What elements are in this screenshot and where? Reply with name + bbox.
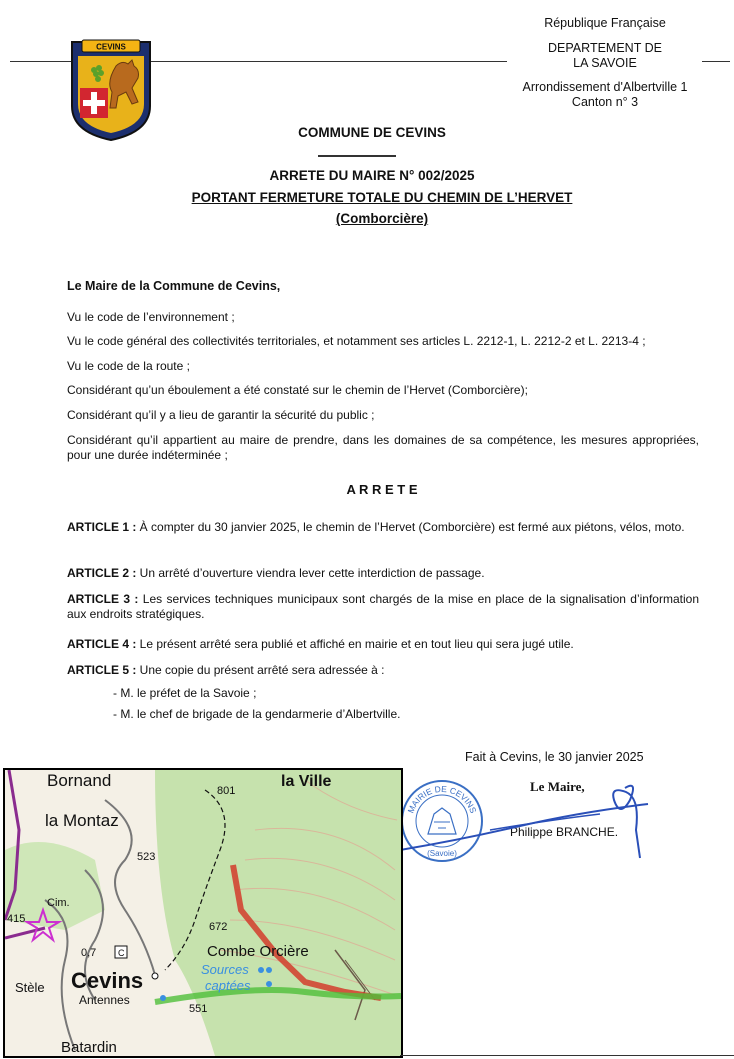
map-label-523: 523 bbox=[137, 851, 156, 863]
map-label-07: 0,7 bbox=[81, 947, 97, 959]
map-label-bornand: Bornand bbox=[47, 771, 112, 790]
article-text: Un arrêté d’ouverture viendra lever cette interdiction de passage. bbox=[136, 566, 485, 580]
preamble-item: Considérant qu’un éboulement a été constaté sur le chemin de l’Hervet (Comborcière); bbox=[67, 383, 528, 397]
preamble-item: Vu le code de l’environnement ; bbox=[67, 310, 235, 324]
map-label-cevins: Cevins bbox=[71, 968, 144, 993]
header-rule-right bbox=[702, 61, 730, 62]
decree-subject: PORTANT FERMETURE TOTALE DU CHEMIN DE L’HERVET bbox=[191, 190, 573, 205]
preamble-item: Considérant qu’il y a lieu de garantir la sécurité du public ; bbox=[67, 408, 375, 422]
commune-title: COMMUNE DE CEVINS bbox=[298, 125, 446, 140]
map-label-415: 415 bbox=[7, 913, 26, 925]
map-label-captees: captées bbox=[205, 978, 251, 993]
article-5 bbox=[67, 663, 699, 678]
map-label-c: C bbox=[118, 948, 125, 958]
map-label-batardin: Batardin bbox=[61, 1039, 117, 1056]
article-2 bbox=[67, 566, 699, 581]
decree-place: (Comborcière) bbox=[335, 211, 429, 226]
map-label-la-montaz: la Montaz bbox=[45, 811, 119, 830]
preamble-item: Vu le code général des collectivités territoriales, et notamment ses articles L. 2212-1, L. 2212-2 et L. 2213-4 ; bbox=[67, 334, 646, 348]
map-label-combe-orciere: Combe Orcière bbox=[207, 943, 309, 960]
header-arrondissement: Arrondissement d'Albertville 1 bbox=[522, 80, 688, 94]
recipient-prefet: - M. le préfet de la Savoie ; bbox=[113, 686, 257, 700]
decree-number: ARRETE DU MAIRE N° 002/2025 bbox=[269, 168, 475, 183]
header-rule-left bbox=[10, 61, 74, 62]
map-label-antennes: Antennes bbox=[79, 993, 130, 1007]
handwritten-signature bbox=[400, 770, 660, 860]
preamble-intro: Le Maire de la Commune de Cevins, bbox=[67, 279, 281, 293]
stamp-bottom-text: (Savoie) bbox=[427, 849, 457, 858]
signature-place-date: Fait à Cevins, le 30 janvier 2025 bbox=[465, 750, 644, 764]
signature-name: Philippe BRANCHE. bbox=[510, 825, 619, 839]
preamble-item: Considérant qu’il appartient au maire de prendre, dans les domaines de sa compétence, les mesures appropriées, pour une durée indéterminée ; bbox=[67, 433, 699, 462]
article-label: ARTICLE 5 : bbox=[67, 663, 137, 677]
signature-title: Le Maire, bbox=[530, 779, 585, 794]
arrete-heading: A R R E T E bbox=[346, 482, 418, 497]
article-text: Une copie du présent arrêté sera adressée à : bbox=[136, 663, 385, 677]
article-text: Les services techniques municipaux sont chargés de la mise en place de la signalisation d’information aux endroits stratégiques. bbox=[67, 592, 699, 621]
preamble-item: Vu le code de la route ; bbox=[67, 359, 190, 373]
logo-banner-text: CEVINS bbox=[96, 42, 126, 52]
article-1 bbox=[67, 520, 699, 535]
map-label-672: 672 bbox=[209, 921, 228, 933]
map-label-sources: Sources bbox=[201, 962, 249, 977]
header-republic: République Française bbox=[544, 16, 666, 30]
header-department-line1: DEPARTEMENT DE bbox=[548, 41, 662, 55]
header-canton: Canton n° 3 bbox=[571, 95, 639, 109]
cevins-coat-of-arms-logo bbox=[68, 36, 154, 143]
article-label: ARTICLE 2 : bbox=[67, 566, 137, 580]
header-department-line2: LA SAVOIE bbox=[573, 56, 637, 70]
location-map bbox=[3, 768, 403, 1058]
article-3 bbox=[67, 592, 699, 622]
article-4 bbox=[67, 637, 699, 652]
article-text: À compter du 30 janvier 2025, le chemin de l’Hervet (Comborcière) est fermé aux piétons, vélos, moto. bbox=[136, 520, 685, 534]
recipient-gendarmerie: - M. le chef de brigade de la gendarmerie d’Albertville. bbox=[113, 707, 401, 721]
map-label-801: 801 bbox=[217, 785, 236, 797]
map-label-551: 551 bbox=[189, 1003, 208, 1015]
map-label-la-ville: la Ville bbox=[281, 773, 332, 790]
article-text: Le présent arrêté sera publié et affiché en mairie et en tout lieu qui sera jugé utile. bbox=[136, 637, 574, 651]
bottom-rule bbox=[400, 1055, 734, 1056]
map-label-stele: Stèle bbox=[15, 980, 45, 995]
article-label: ARTICLE 4 : bbox=[67, 637, 137, 651]
map-label-cim: Cim. bbox=[47, 897, 70, 909]
article-label: ARTICLE 1 : bbox=[67, 520, 137, 534]
commune-underline bbox=[318, 155, 396, 157]
header-rule-middle bbox=[150, 61, 507, 62]
stamp-top-text: MAIRIE DE CEVINS bbox=[405, 783, 479, 815]
article-label: ARTICLE 3 : bbox=[67, 592, 139, 606]
